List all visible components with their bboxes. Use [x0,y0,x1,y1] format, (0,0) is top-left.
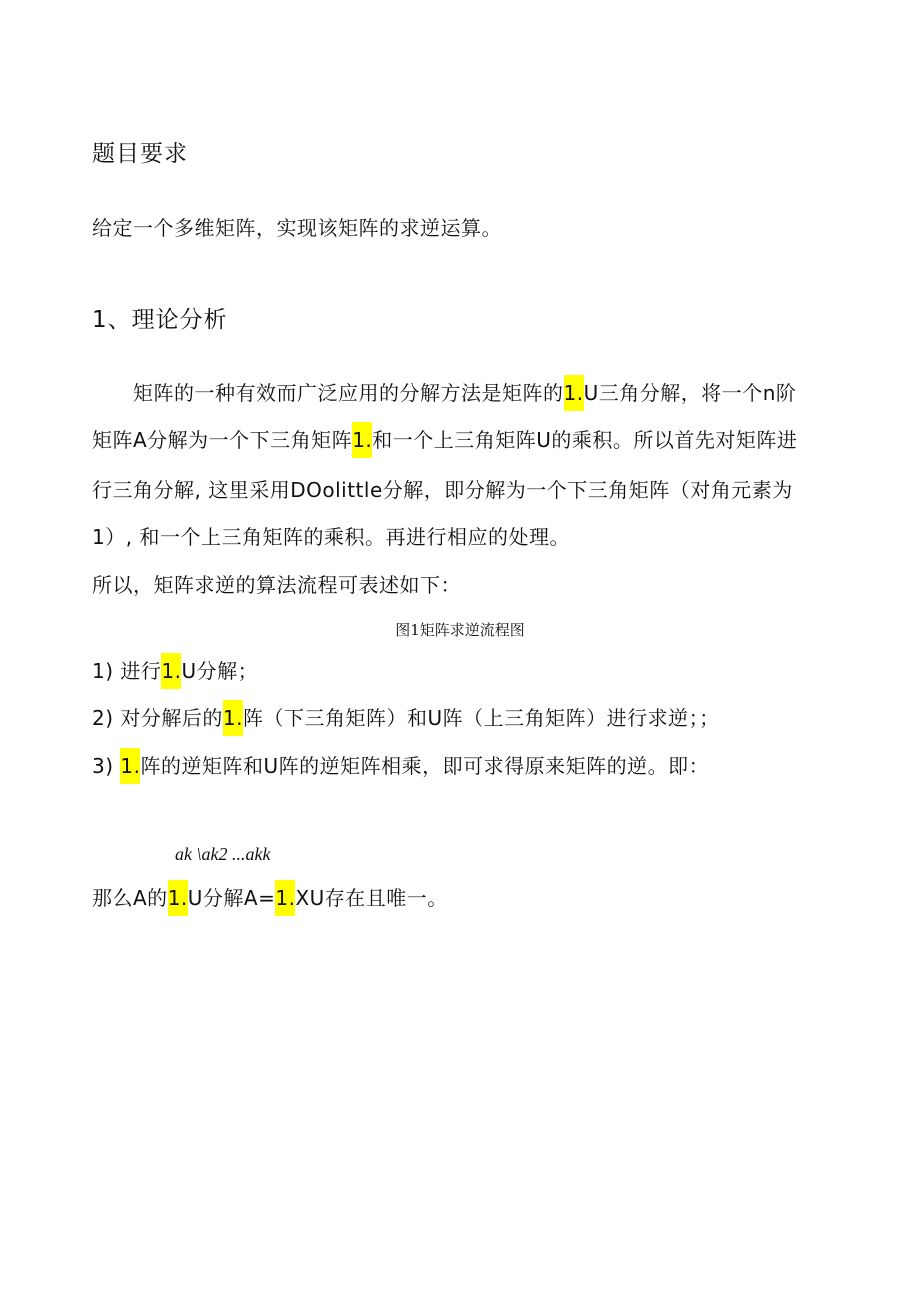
paragraph1-line3: 行三角分解, 这里采用DOolittle分解，即分解为一个下三角矩阵（对角元素为 [92,478,793,502]
text-segment: 阵（下三角矩阵）和U阵（上三角矩阵）进行求逆；； [242,706,720,730]
figure-caption: 图1矩阵求逆流程图 [395,621,525,639]
text-segment: U分解A= [187,886,276,910]
step-number: 1) [92,659,114,683]
step-3 [92,751,709,781]
highlighted-text: 1. [352,422,372,458]
text-segment: 进行 [120,659,162,683]
requirement-text: 给定一个多维矩阵，实现该矩阵的求逆运算。 [92,216,502,240]
paragraph2: 所以，矩阵求逆的算法流程可表述如下： [92,573,461,597]
step-1 [92,656,258,686]
formula: ak \ak2 ...akk [175,844,271,864]
step-number: 2) [92,706,114,730]
text-segment: 矩阵A分解为一个下三角矩阵 [92,428,353,452]
text-segment: 和一个上三角矩阵U的乘积。所以首先对矩阵进 [372,428,798,452]
final-statement [92,883,448,913]
text-segment: 对分解后的 [120,706,223,730]
text-segment: XU存在且唯一。 [295,886,448,910]
paragraph1-line1 [133,378,796,408]
text-segment: 那么A的 [92,886,168,910]
highlighted-text: 1. [223,700,243,736]
paragraph1-line2 [92,425,797,455]
requirement-heading: 题目要求 [92,141,188,167]
text-segment: 阵的逆矩阵和U阵的逆矩阵相乘，即可求得原来矩阵的逆。即： [140,754,710,778]
highlighted-text: 1. [120,748,140,784]
text-segment: U三角分解，将一个n阶 [583,381,797,405]
step-2 [92,703,720,733]
text-segment: U分解； [181,659,259,683]
text-segment: 矩阵的一种有效而广泛应用的分解方法是矩阵的 [133,381,564,405]
section1-heading: 1、理论分析 [92,307,228,333]
highlighted-text: 1. [275,880,295,916]
highlighted-text: 1. [168,880,188,916]
step-number: 3) [92,754,114,778]
paragraph1-line4: 1）, 和一个上三角矩阵的乘积。再进行相应的处理。 [92,525,570,549]
highlighted-text: 1. [564,375,584,411]
highlighted-text: 1. [161,653,181,689]
